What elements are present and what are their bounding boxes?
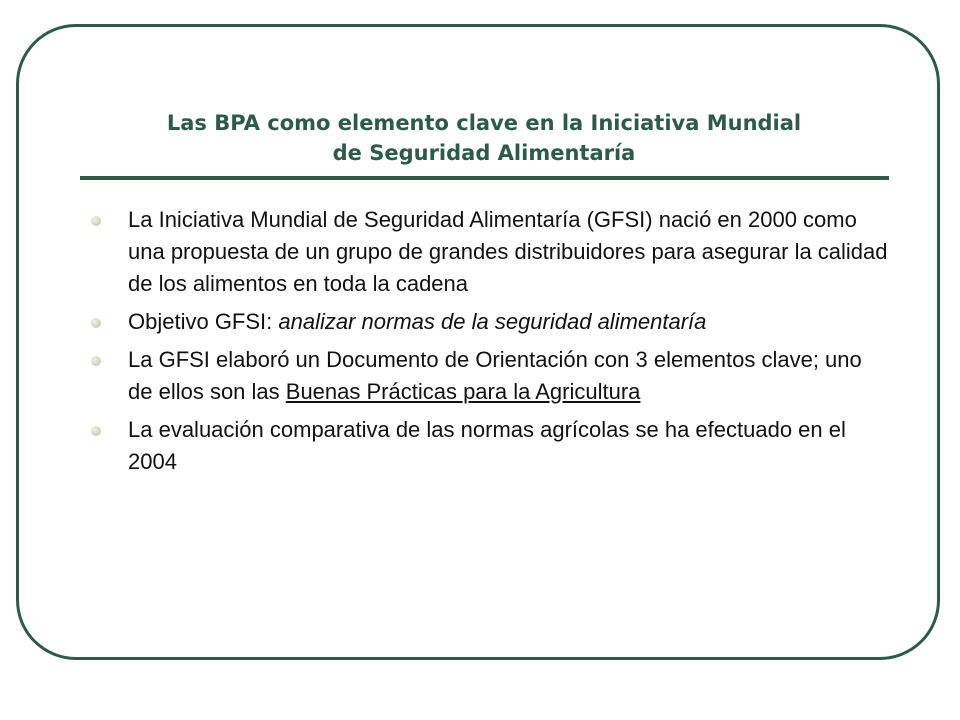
slide-title-line-2: de Seguridad Alimentaría bbox=[332, 141, 636, 165]
title-divider bbox=[80, 176, 889, 180]
bullet-item bbox=[88, 414, 888, 478]
bullet-text: La evaluación comparativa de las normas agrícolas se ha efectuado en el 2004 bbox=[128, 417, 846, 474]
bullet-item bbox=[88, 306, 888, 338]
bullet-dot-icon bbox=[91, 356, 101, 366]
slide-title bbox=[84, 108, 884, 168]
bullet-item bbox=[88, 204, 888, 300]
bullet-underlined-term: Buenas Prácticas para la Agricultura bbox=[285, 379, 641, 404]
bullet-list bbox=[88, 204, 888, 484]
bullet-dot-icon bbox=[91, 426, 101, 436]
bullet-text: La Iniciativa Mundial de Seguridad Alimentaría (GFSI) nació en 2000 como una propuesta de un grupo de grandes distribuidores para asegurar la calidad de los alimentos en toda la cadena bbox=[128, 207, 888, 296]
bullet-emphasis: analizar normas de la seguridad alimentaría bbox=[278, 309, 707, 334]
bullet-dot-icon bbox=[91, 318, 101, 328]
slide-title-line-1: Las BPA como elemento clave en la Iniciativa Mundial bbox=[166, 111, 802, 135]
bullet-dot-icon bbox=[91, 216, 101, 226]
bullet-item bbox=[88, 344, 888, 408]
bullet-prefix: Objetivo GFSI: bbox=[128, 309, 279, 334]
bullet-prefix: La GFSI elaboró un Documento de Orientación con 3 elementos clave; uno de ellos son las bbox=[128, 347, 862, 404]
